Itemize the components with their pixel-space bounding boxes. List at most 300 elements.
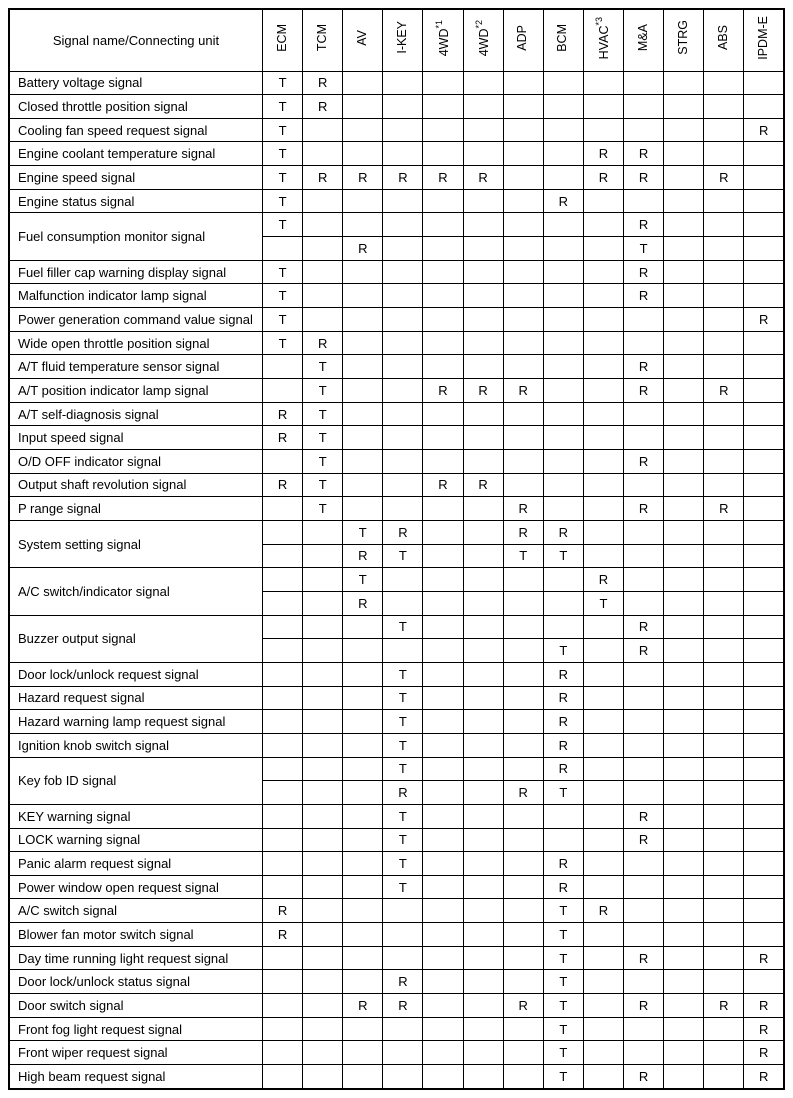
mark-r-cell: R bbox=[623, 166, 663, 190]
empty-cell bbox=[623, 923, 663, 947]
empty-cell bbox=[664, 166, 704, 190]
empty-cell bbox=[583, 804, 623, 828]
empty-cell bbox=[583, 686, 623, 710]
empty-cell bbox=[503, 450, 543, 474]
empty-cell bbox=[583, 1017, 623, 1041]
empty-cell bbox=[664, 402, 704, 426]
mark-t-cell: T bbox=[543, 899, 583, 923]
signal-row bbox=[9, 733, 784, 757]
mark-t-cell: T bbox=[263, 95, 303, 119]
empty-cell bbox=[704, 828, 744, 852]
mark-r-cell: R bbox=[383, 520, 423, 544]
mark-r-cell: R bbox=[623, 639, 663, 663]
mark-r-cell: R bbox=[343, 591, 383, 615]
empty-cell bbox=[343, 639, 383, 663]
empty-cell bbox=[623, 591, 663, 615]
empty-cell bbox=[704, 781, 744, 805]
empty-cell bbox=[744, 237, 784, 261]
empty-cell bbox=[664, 189, 704, 213]
empty-cell bbox=[343, 284, 383, 308]
empty-cell bbox=[463, 733, 503, 757]
empty-cell bbox=[503, 852, 543, 876]
empty-cell bbox=[744, 828, 784, 852]
empty-cell bbox=[583, 544, 623, 568]
empty-cell bbox=[303, 733, 343, 757]
mark-r-cell: R bbox=[263, 402, 303, 426]
empty-cell bbox=[744, 615, 784, 639]
mark-t-cell: T bbox=[263, 118, 303, 142]
empty-cell bbox=[463, 615, 503, 639]
signal-name-cell: P range signal bbox=[9, 497, 263, 521]
mark-t-cell: T bbox=[543, 946, 583, 970]
empty-cell bbox=[343, 331, 383, 355]
empty-cell bbox=[503, 95, 543, 119]
empty-cell bbox=[263, 355, 303, 379]
empty-cell bbox=[704, 875, 744, 899]
mark-t-cell: T bbox=[543, 781, 583, 805]
empty-cell bbox=[423, 828, 463, 852]
rotated-column-label: AV bbox=[354, 29, 369, 46]
empty-cell bbox=[744, 686, 784, 710]
empty-cell bbox=[303, 994, 343, 1018]
mark-r-cell: R bbox=[623, 828, 663, 852]
empty-cell bbox=[263, 781, 303, 805]
rotated-column-label: IPDM-E bbox=[755, 15, 770, 60]
empty-cell bbox=[383, 237, 423, 261]
empty-cell bbox=[664, 828, 704, 852]
mark-r-cell: R bbox=[463, 473, 503, 497]
empty-cell bbox=[463, 308, 503, 332]
empty-cell bbox=[503, 166, 543, 190]
empty-cell bbox=[263, 733, 303, 757]
empty-cell bbox=[744, 639, 784, 663]
empty-cell bbox=[744, 450, 784, 474]
empty-cell bbox=[263, 970, 303, 994]
empty-cell bbox=[623, 710, 663, 734]
signal-row bbox=[9, 71, 784, 95]
empty-cell bbox=[303, 568, 343, 592]
signal-row bbox=[9, 379, 784, 403]
header-row bbox=[9, 9, 784, 71]
empty-cell bbox=[303, 591, 343, 615]
empty-cell bbox=[303, 852, 343, 876]
empty-cell bbox=[463, 497, 503, 521]
empty-cell bbox=[543, 260, 583, 284]
empty-cell bbox=[343, 875, 383, 899]
empty-cell bbox=[543, 426, 583, 450]
column-header-ma bbox=[623, 9, 663, 71]
empty-cell bbox=[343, 852, 383, 876]
empty-cell bbox=[303, 923, 343, 947]
empty-cell bbox=[583, 355, 623, 379]
empty-cell bbox=[583, 875, 623, 899]
empty-cell bbox=[463, 970, 503, 994]
mark-t-cell: T bbox=[543, 1065, 583, 1089]
empty-cell bbox=[343, 757, 383, 781]
empty-cell bbox=[383, 402, 423, 426]
footnote-marker: *3 bbox=[593, 16, 604, 26]
empty-cell bbox=[744, 331, 784, 355]
empty-cell bbox=[704, 970, 744, 994]
empty-cell bbox=[704, 450, 744, 474]
empty-cell bbox=[664, 1065, 704, 1089]
mark-t-cell: T bbox=[303, 379, 343, 403]
empty-cell bbox=[343, 450, 383, 474]
empty-cell bbox=[623, 473, 663, 497]
mark-t-cell: T bbox=[343, 520, 383, 544]
mark-r-cell: R bbox=[744, 1041, 784, 1065]
mark-r-cell: R bbox=[543, 733, 583, 757]
signal-row bbox=[9, 686, 784, 710]
empty-cell bbox=[303, 615, 343, 639]
empty-cell bbox=[343, 1065, 383, 1089]
empty-cell bbox=[343, 781, 383, 805]
empty-cell bbox=[303, 662, 343, 686]
empty-cell bbox=[664, 1041, 704, 1065]
mark-r-cell: R bbox=[583, 568, 623, 592]
empty-cell bbox=[664, 355, 704, 379]
empty-cell bbox=[343, 355, 383, 379]
empty-cell bbox=[503, 260, 543, 284]
empty-cell bbox=[503, 686, 543, 710]
signal-name-cell: Hazard warning lamp request signal bbox=[9, 710, 263, 734]
rotated-column-label: ECM bbox=[274, 23, 289, 52]
signal-name-cell: A/C switch signal bbox=[9, 899, 263, 923]
empty-cell bbox=[664, 379, 704, 403]
empty-cell bbox=[303, 710, 343, 734]
empty-cell bbox=[303, 946, 343, 970]
empty-cell bbox=[503, 733, 543, 757]
empty-cell bbox=[543, 828, 583, 852]
mark-r-cell: R bbox=[263, 923, 303, 947]
mark-r-cell: R bbox=[704, 994, 744, 1018]
table-body bbox=[9, 71, 784, 1089]
signal-row bbox=[9, 142, 784, 166]
mark-r-cell: R bbox=[704, 379, 744, 403]
empty-cell bbox=[383, 591, 423, 615]
signal-name-cell: Power window open request signal bbox=[9, 875, 263, 899]
mark-r-cell: R bbox=[744, 308, 784, 332]
signal-name-cell: Fuel filler cap warning display signal bbox=[9, 260, 263, 284]
empty-cell bbox=[263, 662, 303, 686]
empty-cell bbox=[343, 308, 383, 332]
empty-cell bbox=[463, 71, 503, 95]
mark-t-cell: T bbox=[263, 189, 303, 213]
empty-cell bbox=[623, 118, 663, 142]
empty-cell bbox=[704, 852, 744, 876]
mark-r-cell: R bbox=[263, 899, 303, 923]
empty-cell bbox=[704, 662, 744, 686]
empty-cell bbox=[583, 1065, 623, 1089]
empty-cell bbox=[543, 568, 583, 592]
empty-cell bbox=[664, 426, 704, 450]
empty-cell bbox=[343, 970, 383, 994]
signal-row bbox=[9, 804, 784, 828]
rotated-column-label: BCM bbox=[555, 23, 570, 52]
signal-name-cell: A/T position indicator lamp signal bbox=[9, 379, 263, 403]
signal-row bbox=[9, 166, 784, 190]
empty-cell bbox=[744, 781, 784, 805]
empty-cell bbox=[664, 71, 704, 95]
empty-cell bbox=[704, 544, 744, 568]
mark-r-cell: R bbox=[503, 497, 543, 521]
empty-cell bbox=[303, 875, 343, 899]
empty-cell bbox=[583, 828, 623, 852]
mark-r-cell: R bbox=[543, 662, 583, 686]
empty-cell bbox=[543, 308, 583, 332]
empty-cell bbox=[623, 568, 663, 592]
mark-r-cell: R bbox=[744, 1017, 784, 1041]
mark-r-cell: R bbox=[303, 71, 343, 95]
empty-cell bbox=[704, 308, 744, 332]
empty-cell bbox=[303, 284, 343, 308]
empty-cell bbox=[583, 95, 623, 119]
mark-r-cell: R bbox=[623, 142, 663, 166]
empty-cell bbox=[303, 804, 343, 828]
empty-cell bbox=[543, 142, 583, 166]
empty-cell bbox=[343, 473, 383, 497]
mark-r-cell: R bbox=[343, 237, 383, 261]
mark-r-cell: R bbox=[463, 379, 503, 403]
empty-cell bbox=[303, 1017, 343, 1041]
empty-cell bbox=[463, 237, 503, 261]
empty-cell bbox=[263, 568, 303, 592]
empty-cell bbox=[583, 237, 623, 261]
empty-cell bbox=[623, 686, 663, 710]
empty-cell bbox=[744, 426, 784, 450]
empty-cell bbox=[383, 450, 423, 474]
empty-cell bbox=[423, 189, 463, 213]
rotated-column-label: 4WD$^{*1}$ bbox=[433, 19, 451, 56]
empty-cell bbox=[744, 142, 784, 166]
empty-cell bbox=[704, 804, 744, 828]
empty-cell bbox=[583, 118, 623, 142]
empty-cell bbox=[664, 970, 704, 994]
empty-cell bbox=[343, 733, 383, 757]
mark-r-cell: R bbox=[543, 852, 583, 876]
empty-cell bbox=[623, 308, 663, 332]
signal-row bbox=[9, 899, 784, 923]
empty-cell bbox=[543, 95, 583, 119]
signal-row bbox=[9, 710, 784, 734]
empty-cell bbox=[744, 875, 784, 899]
empty-cell bbox=[503, 757, 543, 781]
rotated-column-label: HVAC$^{*3}$ bbox=[593, 16, 612, 59]
empty-cell bbox=[664, 95, 704, 119]
mark-r-cell: R bbox=[543, 189, 583, 213]
empty-cell bbox=[744, 71, 784, 95]
empty-cell bbox=[303, 899, 343, 923]
empty-cell bbox=[343, 946, 383, 970]
empty-cell bbox=[303, 308, 343, 332]
empty-cell bbox=[744, 355, 784, 379]
mark-r-cell: R bbox=[744, 994, 784, 1018]
empty-cell bbox=[744, 804, 784, 828]
empty-cell bbox=[423, 568, 463, 592]
signal-row bbox=[9, 189, 784, 213]
empty-cell bbox=[664, 686, 704, 710]
mark-r-cell: R bbox=[303, 331, 343, 355]
empty-cell bbox=[583, 402, 623, 426]
empty-cell bbox=[343, 426, 383, 450]
empty-cell bbox=[744, 662, 784, 686]
mark-t-cell: T bbox=[383, 852, 423, 876]
empty-cell bbox=[303, 686, 343, 710]
empty-cell bbox=[664, 923, 704, 947]
empty-cell bbox=[423, 497, 463, 521]
signal-row bbox=[9, 308, 784, 332]
empty-cell bbox=[423, 923, 463, 947]
empty-cell bbox=[463, 639, 503, 663]
mark-t-cell: T bbox=[303, 426, 343, 450]
empty-cell bbox=[664, 615, 704, 639]
signal-row bbox=[9, 970, 784, 994]
empty-cell bbox=[664, 757, 704, 781]
empty-cell bbox=[463, 402, 503, 426]
empty-cell bbox=[463, 710, 503, 734]
table-header bbox=[9, 9, 784, 71]
empty-cell bbox=[423, 544, 463, 568]
empty-cell bbox=[664, 899, 704, 923]
rotated-column-label: STRG bbox=[675, 20, 690, 56]
empty-cell bbox=[623, 1041, 663, 1065]
empty-cell bbox=[744, 710, 784, 734]
signal-name-cell: Engine status signal bbox=[9, 189, 263, 213]
mark-t-cell: T bbox=[383, 804, 423, 828]
empty-cell bbox=[503, 899, 543, 923]
empty-cell bbox=[664, 497, 704, 521]
empty-cell bbox=[503, 1041, 543, 1065]
mark-r-cell: R bbox=[303, 166, 343, 190]
empty-cell bbox=[303, 828, 343, 852]
empty-cell bbox=[704, 520, 744, 544]
empty-cell bbox=[423, 639, 463, 663]
mark-t-cell: T bbox=[263, 71, 303, 95]
column-header-4wd2 bbox=[463, 9, 503, 71]
empty-cell bbox=[704, 142, 744, 166]
empty-cell bbox=[263, 544, 303, 568]
empty-cell bbox=[744, 189, 784, 213]
empty-cell bbox=[503, 71, 543, 95]
empty-cell bbox=[704, 946, 744, 970]
empty-cell bbox=[383, 568, 423, 592]
empty-cell bbox=[744, 473, 784, 497]
corner-header: Signal name/Connecting unit bbox=[9, 9, 263, 71]
empty-cell bbox=[704, 686, 744, 710]
empty-cell bbox=[704, 284, 744, 308]
empty-cell bbox=[583, 781, 623, 805]
empty-cell bbox=[383, 142, 423, 166]
empty-cell bbox=[423, 260, 463, 284]
empty-cell bbox=[503, 804, 543, 828]
empty-cell bbox=[744, 970, 784, 994]
empty-cell bbox=[263, 994, 303, 1018]
mark-t-cell: T bbox=[383, 828, 423, 852]
empty-cell bbox=[503, 923, 543, 947]
empty-cell bbox=[623, 852, 663, 876]
empty-cell bbox=[664, 994, 704, 1018]
empty-cell bbox=[503, 355, 543, 379]
rotated-column-label: ADP bbox=[515, 24, 530, 51]
empty-cell bbox=[583, 426, 623, 450]
column-header-abs bbox=[704, 9, 744, 71]
empty-cell bbox=[664, 875, 704, 899]
mark-t-cell: T bbox=[263, 142, 303, 166]
mark-t-cell: T bbox=[383, 544, 423, 568]
empty-cell bbox=[463, 213, 503, 237]
empty-cell bbox=[704, 331, 744, 355]
empty-cell bbox=[503, 615, 543, 639]
empty-cell bbox=[343, 923, 383, 947]
empty-cell bbox=[744, 591, 784, 615]
empty-cell bbox=[263, 757, 303, 781]
empty-cell bbox=[263, 828, 303, 852]
signal-row bbox=[9, 946, 784, 970]
mark-r-cell: R bbox=[543, 710, 583, 734]
empty-cell bbox=[744, 757, 784, 781]
empty-cell bbox=[463, 1065, 503, 1089]
empty-cell bbox=[423, 71, 463, 95]
empty-cell bbox=[664, 591, 704, 615]
empty-cell bbox=[503, 1017, 543, 1041]
signal-row bbox=[9, 994, 784, 1018]
empty-cell bbox=[463, 544, 503, 568]
empty-cell bbox=[463, 450, 503, 474]
signal-row bbox=[9, 875, 784, 899]
signal-row bbox=[9, 828, 784, 852]
empty-cell bbox=[583, 497, 623, 521]
empty-cell bbox=[664, 284, 704, 308]
empty-cell bbox=[343, 189, 383, 213]
empty-cell bbox=[463, 828, 503, 852]
empty-cell bbox=[583, 852, 623, 876]
signal-name-cell: High beam request signal bbox=[9, 1065, 263, 1089]
empty-cell bbox=[543, 473, 583, 497]
column-header-ecm bbox=[263, 9, 303, 71]
empty-cell bbox=[383, 95, 423, 119]
empty-cell bbox=[503, 284, 543, 308]
empty-cell bbox=[423, 804, 463, 828]
empty-cell bbox=[704, 710, 744, 734]
empty-cell bbox=[704, 355, 744, 379]
empty-cell bbox=[583, 260, 623, 284]
empty-cell bbox=[383, 118, 423, 142]
empty-cell bbox=[583, 615, 623, 639]
empty-cell bbox=[623, 875, 663, 899]
mark-r-cell: R bbox=[343, 166, 383, 190]
empty-cell bbox=[263, 1041, 303, 1065]
signal-row bbox=[9, 615, 784, 639]
mark-r-cell: R bbox=[583, 899, 623, 923]
empty-cell bbox=[583, 71, 623, 95]
empty-cell bbox=[623, 426, 663, 450]
empty-cell bbox=[463, 260, 503, 284]
signal-row bbox=[9, 1041, 784, 1065]
empty-cell bbox=[343, 804, 383, 828]
mark-r-cell: R bbox=[623, 355, 663, 379]
rotated-column-label: 4WD$^{*2}$ bbox=[473, 19, 491, 56]
empty-cell bbox=[423, 450, 463, 474]
empty-cell bbox=[704, 757, 744, 781]
empty-cell bbox=[423, 142, 463, 166]
mark-r-cell: R bbox=[383, 994, 423, 1018]
empty-cell bbox=[664, 852, 704, 876]
empty-cell bbox=[503, 591, 543, 615]
empty-cell bbox=[503, 970, 543, 994]
signal-name-cell: Battery voltage signal bbox=[9, 71, 263, 95]
mark-r-cell: R bbox=[263, 473, 303, 497]
empty-cell bbox=[664, 450, 704, 474]
